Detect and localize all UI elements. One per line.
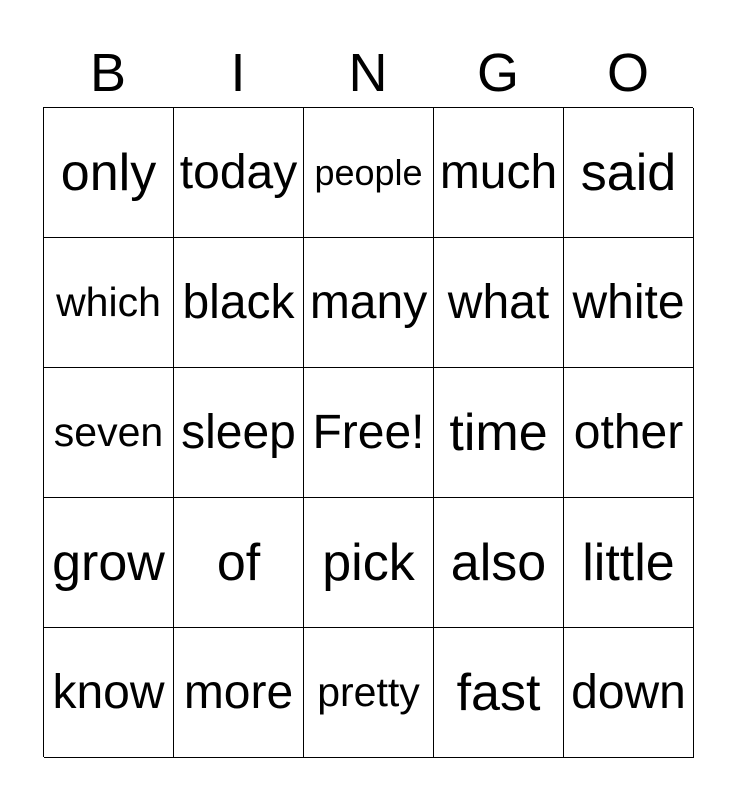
- bingo-cell-word: many: [309, 275, 428, 329]
- bingo-cell-word: of: [216, 533, 261, 592]
- bingo-cell-word: time: [449, 403, 548, 462]
- bingo-cell-word: other: [573, 405, 684, 459]
- bingo-cell-word: what: [447, 275, 550, 329]
- bingo-cell[interactable]: [564, 628, 694, 758]
- bingo-cell-word: pick: [322, 533, 415, 592]
- bingo-header: [43, 38, 693, 108]
- header-letter-b: B: [89, 43, 127, 103]
- bingo-cell-word: seven: [53, 409, 164, 455]
- bingo-cell-word: Free!: [312, 405, 425, 459]
- bingo-cell[interactable]: [44, 368, 174, 498]
- bingo-cell[interactable]: [174, 238, 304, 368]
- bingo-cell[interactable]: [304, 238, 434, 368]
- bingo-cell-word: know: [52, 665, 165, 719]
- bingo-cell-word: much: [439, 145, 558, 199]
- bingo-cell[interactable]: [434, 368, 564, 498]
- bingo-cell[interactable]: [434, 238, 564, 368]
- header-letter-n: N: [348, 43, 388, 103]
- bingo-board: [43, 107, 693, 757]
- bingo-cell-word: fast: [456, 663, 541, 722]
- bingo-cell-word: said: [580, 143, 677, 202]
- bingo-cell-word: more: [183, 665, 294, 719]
- bingo-cell[interactable]: [174, 498, 304, 628]
- bingo-cell-word: only: [60, 143, 157, 202]
- bingo-cell[interactable]: [44, 108, 174, 238]
- bingo-cell[interactable]: [44, 238, 174, 368]
- bingo-cell[interactable]: [434, 498, 564, 628]
- bingo-cell-word: pretty: [317, 669, 420, 715]
- bingo-cell[interactable]: [174, 628, 304, 758]
- bingo-cell-word: down: [571, 665, 686, 719]
- bingo-cell[interactable]: [174, 108, 304, 238]
- bingo-cell[interactable]: [44, 498, 174, 628]
- bingo-cell-word: people: [314, 151, 423, 193]
- bingo-cell[interactable]: [44, 628, 174, 758]
- bingo-cell-word: little: [582, 533, 675, 592]
- bingo-cell[interactable]: [564, 108, 694, 238]
- bingo-cell[interactable]: [304, 368, 434, 498]
- bingo-cell[interactable]: [434, 628, 564, 758]
- header-letter-o: O: [606, 43, 649, 103]
- bingo-cell-word: white: [572, 275, 685, 329]
- bingo-cell[interactable]: [564, 498, 694, 628]
- bingo-cell[interactable]: [434, 108, 564, 238]
- bingo-cell[interactable]: [564, 368, 694, 498]
- bingo-cell-word: grow: [52, 533, 165, 592]
- header-letter-i: I: [230, 43, 246, 103]
- bingo-cell-word: sleep: [181, 405, 296, 459]
- bingo-cell-word: black: [182, 275, 295, 329]
- bingo-cell-word: which: [56, 279, 161, 325]
- bingo-cell[interactable]: [304, 498, 434, 628]
- header-letter-g: G: [476, 43, 519, 103]
- bingo-cell-word: today: [179, 145, 298, 199]
- bingo-cell-word: also: [450, 533, 547, 592]
- bingo-cell[interactable]: [304, 628, 434, 758]
- bingo-cell[interactable]: [304, 108, 434, 238]
- bingo-cell[interactable]: [174, 368, 304, 498]
- bingo-cell[interactable]: [564, 238, 694, 368]
